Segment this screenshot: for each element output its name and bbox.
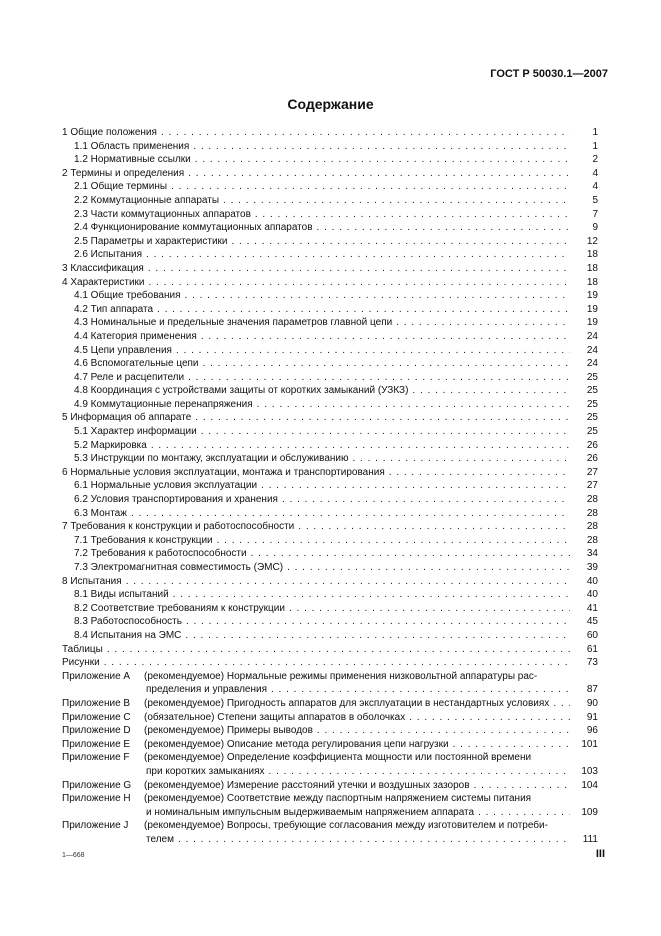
toc-entry	[62, 384, 598, 398]
annex-title-line1: (рекомендуемое) Соответствие между паспортным напряжением системы питания	[144, 793, 532, 805]
toc-entry	[62, 466, 598, 480]
toc-entry	[62, 656, 598, 670]
toc-entry-label: 1.1 Область применения	[74, 140, 190, 152]
annex-entry	[62, 792, 598, 806]
annex-entry	[62, 738, 598, 752]
dot-leader	[389, 466, 570, 480]
toc-entry	[62, 520, 598, 534]
toc-page-number: 111	[582, 833, 598, 845]
annex-entry	[62, 819, 598, 833]
toc-page-number: 40	[586, 575, 598, 587]
annex-name: Приложение E	[62, 738, 131, 750]
toc-entry-label: 3 Классификация	[62, 262, 144, 274]
toc-page-number: 19	[586, 290, 598, 302]
toc-page-number: 18	[586, 249, 598, 261]
toc-entry-label: при коротких замыканиях	[146, 765, 265, 777]
toc-entry-label: 4.8 Координация с устройствами защиты от коротких замыканий (УЗКЗ)	[74, 385, 409, 397]
toc-page-number: 7	[592, 208, 598, 220]
toc-page-number: 60	[586, 629, 598, 641]
toc-page-number: 39	[586, 562, 598, 573]
toc-entry	[62, 180, 598, 194]
annex-entry	[62, 751, 598, 765]
toc-entry-label: 8.3 Работоспособность	[74, 616, 182, 628]
print-code: 1—668	[62, 852, 85, 859]
toc-entry	[62, 643, 598, 657]
table-of-contents	[62, 126, 598, 846]
toc-entry-label: 2.6 Испытания	[74, 249, 143, 261]
dot-leader	[104, 656, 570, 670]
toc-page-number: 19	[586, 303, 598, 315]
toc-entry-label: и номинальным импульсным выдерживаемым напряжением аппарата	[146, 806, 475, 818]
toc-entry-label: 6.3 Монтаж	[74, 507, 127, 519]
annex-name: Приложение H	[62, 793, 131, 805]
toc-entry-label: 4.2 Тип аппарата	[74, 303, 154, 315]
toc-page-number: 19	[586, 317, 598, 329]
annex-name: Приложение C	[62, 711, 131, 723]
toc-entry	[62, 208, 598, 222]
toc-page-number: 40	[586, 589, 598, 601]
annex-name: Приложение J	[62, 820, 129, 832]
toc-entry-label: 6.2 Условия транспортирования и хранения	[74, 494, 278, 506]
toc-page-number: 18	[586, 276, 598, 288]
annex-entry-continuation	[62, 833, 598, 847]
toc-entry	[62, 140, 598, 154]
toc-entry	[62, 411, 598, 425]
toc-entry	[62, 575, 598, 589]
dot-leader	[126, 575, 570, 589]
annex-entry	[62, 724, 598, 738]
annex-entry-continuation	[62, 806, 598, 820]
dot-leader	[298, 520, 570, 534]
toc-entry	[62, 303, 598, 317]
toc-entry-label: 4.5 Цепи управления	[74, 344, 172, 356]
toc-entry	[62, 452, 598, 466]
dot-leader	[453, 738, 570, 752]
annex-entry	[62, 779, 598, 793]
toc-entry-label: 7.1 Требования к конструкции	[74, 534, 213, 546]
annex-entry-continuation	[62, 683, 598, 697]
toc-entry	[62, 248, 598, 262]
page-number: III	[595, 848, 605, 860]
toc-page-number: 25	[586, 398, 598, 410]
dot-leader	[251, 547, 570, 561]
toc-entry-label: 4.3 Номинальные и предельные значения параметров главной цепи	[74, 317, 393, 329]
toc-entry-label: Рисунки	[62, 657, 100, 669]
toc-page-number: 26	[586, 453, 598, 465]
toc-page-number: 2	[592, 154, 598, 166]
toc-page-number: 87	[586, 684, 598, 696]
annex-entry	[62, 670, 598, 684]
toc-entry-label: 2.1 Общие термины	[74, 181, 168, 193]
toc-entry-label: 6 Нормальные условия эксплуатации, монтажа и транспортирования	[62, 466, 385, 478]
dot-leader	[396, 316, 570, 330]
toc-entry-label: 5.1 Характер информации	[74, 426, 197, 438]
toc-page-number: 9	[592, 222, 598, 234]
toc-entry-label: 5.2 Маркировка	[74, 439, 147, 451]
annex-name: Приложение G	[62, 779, 132, 791]
annex-name: Приложение A	[62, 670, 131, 682]
toc-page-number: 27	[586, 466, 598, 478]
toc-page-number: 28	[586, 494, 598, 506]
dot-leader	[289, 602, 570, 616]
toc-entry	[62, 330, 598, 344]
toc-entry	[62, 276, 598, 290]
dot-leader	[195, 153, 570, 167]
toc-entry	[62, 221, 598, 235]
toc-entry-label: телем	[146, 833, 174, 845]
dot-leader	[287, 561, 570, 575]
toc-entry-label: 2.3 Части коммутационных аппаратов	[74, 208, 251, 220]
dot-leader	[185, 629, 570, 643]
dot-leader	[107, 643, 570, 657]
toc-page-number: 28	[586, 507, 598, 519]
toc-entry	[62, 316, 598, 330]
dot-leader	[151, 439, 570, 453]
toc-page-number: 90	[586, 697, 598, 709]
toc-entry-label: 1 Общие положения	[62, 127, 157, 138]
dot-leader	[149, 276, 571, 290]
dot-leader	[188, 371, 570, 385]
toc-entry	[62, 126, 598, 140]
toc-entry-label: 2.2 Коммутационные аппараты	[74, 194, 220, 206]
standard-number: ГОСТ Р 50030.1—2007	[490, 68, 608, 80]
dot-leader	[157, 303, 570, 317]
toc-page-number: 101	[581, 738, 598, 750]
toc-entry-label: 4.7 Реле и расцепители	[74, 371, 185, 383]
annex-title-line1: (рекомендуемое) Пригодность аппаратов для эксплуатации в нестандартных условиях	[144, 697, 550, 709]
toc-page-number: 28	[586, 534, 598, 546]
dot-leader	[131, 507, 570, 521]
toc-page-number: 45	[586, 616, 598, 628]
annex-title-line1: (рекомендуемое) Вопросы, требующие согласования между изготовителем и потреби-	[144, 820, 548, 832]
dot-leader	[412, 384, 570, 398]
dot-leader	[257, 398, 570, 412]
toc-page-number: 34	[586, 548, 598, 560]
annex-entry	[62, 711, 598, 725]
toc-entry	[62, 425, 598, 439]
toc-entry	[62, 371, 598, 385]
toc-page-number: 18	[586, 262, 598, 274]
toc-entry	[62, 561, 598, 575]
dot-leader	[176, 344, 570, 358]
toc-page-number: 109	[581, 806, 598, 818]
dot-leader	[185, 289, 570, 303]
dot-leader	[188, 167, 570, 181]
toc-entry-label: пределения и управления	[146, 684, 267, 696]
toc-entry-label: 2 Термины и определения	[62, 167, 185, 179]
toc-entry-label: Таблицы	[62, 643, 103, 655]
toc-entry	[62, 479, 598, 493]
dot-leader	[474, 779, 570, 793]
toc-page-number: 1	[592, 127, 598, 138]
toc-page-number: 24	[586, 330, 598, 342]
toc-page-number: 5	[592, 194, 598, 206]
toc-entry-label: 1.2 Нормативные ссылки	[74, 154, 191, 166]
toc-entry	[62, 398, 598, 412]
dot-leader	[193, 140, 570, 154]
dot-leader	[223, 194, 570, 208]
dot-leader	[203, 357, 570, 371]
annex-name: Приложение F	[62, 752, 130, 764]
dot-leader	[186, 615, 570, 629]
toc-page-number: 12	[586, 235, 598, 247]
annex-title-line1: (рекомендуемое) Определение коэффициента мощности или постоянной времени	[144, 752, 532, 764]
toc-entry	[62, 629, 598, 643]
dot-leader	[409, 711, 570, 725]
toc-entry	[62, 547, 598, 561]
toc-entry-label: 8 Испытания	[62, 575, 122, 587]
dot-leader	[201, 425, 570, 439]
toc-page-number: 26	[586, 439, 598, 451]
annex-name: Приложение D	[62, 725, 131, 737]
toc-page-number: 1	[592, 140, 598, 152]
annex-entry	[62, 697, 598, 711]
toc-entry-label: 5 Информация об аппарате	[62, 412, 192, 424]
dot-leader	[195, 411, 570, 425]
toc-page-number: 96	[586, 725, 598, 737]
toc-entry	[62, 153, 598, 167]
toc-entry-label: 4.6 Вспомогательные цепи	[74, 358, 199, 370]
annex-title-line1: (рекомендуемое) Нормальные режимы применения низковольтной аппаратуры рас-	[144, 670, 538, 682]
dot-leader	[232, 235, 571, 249]
page-title: Содержание	[287, 96, 374, 112]
dot-leader	[553, 697, 570, 711]
annex-title-line1: (рекомендуемое) Измерение расстояний утечки и воздушных зазоров	[144, 779, 470, 791]
toc-entry-label: 8.4 Испытания на ЭМС	[74, 629, 182, 641]
dot-leader	[271, 683, 570, 697]
toc-page-number: 24	[586, 358, 598, 370]
toc-entry	[62, 167, 598, 181]
toc-page-number: 4	[592, 181, 598, 193]
toc-entry-label: 4.9 Коммутационные перенапряжения	[74, 398, 253, 410]
annex-title-line1: (рекомендуемое) Описание метода регулирования цепи нагрузки	[144, 738, 449, 750]
dot-leader	[261, 479, 570, 493]
toc-entry	[62, 615, 598, 629]
dot-leader	[161, 126, 570, 140]
toc-page-number: 4	[592, 167, 598, 179]
annex-name: Приложение B	[62, 697, 131, 709]
toc-entry	[62, 439, 598, 453]
annex-entry-continuation	[62, 765, 598, 779]
toc-page-number: 25	[586, 412, 598, 424]
toc-page-number: 28	[586, 521, 598, 533]
toc-page-number: 103	[581, 765, 598, 777]
toc-entry	[62, 357, 598, 371]
dot-leader	[317, 221, 570, 235]
toc-page-number: 24	[586, 344, 598, 356]
toc-page-number: 73	[586, 657, 598, 669]
dot-leader	[352, 452, 570, 466]
toc-entry-label: 2.5 Параметры и характеристики	[74, 235, 228, 247]
toc-entry-label: 4 Характеристики	[62, 276, 145, 288]
toc-entry-label: 8.2 Соответствие требованиям к конструкции	[74, 602, 285, 614]
dot-leader	[173, 588, 570, 602]
toc-entry-label: 4.1 Общие требования	[74, 290, 181, 302]
dot-leader	[178, 833, 570, 847]
toc-page-number: 25	[586, 426, 598, 438]
toc-page-number: 61	[586, 643, 598, 655]
toc-entry	[62, 588, 598, 602]
toc-entry-label: 2.4 Функционирование коммутационных аппаратов	[74, 222, 313, 234]
toc-entry	[62, 235, 598, 249]
annex-title-line1: (обязательное) Степени защиты аппаратов в оболочках	[144, 711, 406, 723]
dot-leader	[146, 248, 570, 262]
toc-entry-label: 8.1 Виды испытаний	[74, 589, 169, 601]
toc-page-number: 25	[586, 371, 598, 383]
dot-leader	[255, 208, 570, 222]
toc-entry	[62, 534, 598, 548]
toc-entry-label: 6.1 Нормальные условия эксплуатации	[74, 480, 258, 492]
toc-page-number: 91	[586, 711, 598, 723]
toc-page-number: 25	[586, 385, 598, 397]
toc-entry	[62, 344, 598, 358]
toc-entry-label: 4.4 Категория применения	[74, 330, 197, 342]
dot-leader	[148, 262, 570, 276]
toc-page-number: 41	[586, 602, 598, 614]
toc-entry-label: 7 Требования к конструкции и работоспособности	[62, 521, 295, 533]
toc-entry	[62, 289, 598, 303]
toc-entry	[62, 262, 598, 276]
toc-entry	[62, 194, 598, 208]
dot-leader	[269, 765, 570, 779]
toc-page-number: 27	[586, 480, 598, 492]
dot-leader	[201, 330, 570, 344]
dot-leader	[217, 534, 570, 548]
toc-entry	[62, 507, 598, 521]
toc-entry	[62, 602, 598, 616]
dot-leader	[317, 724, 570, 738]
annex-title-line1: (рекомендуемое) Примеры выводов	[144, 725, 313, 737]
dot-leader	[478, 806, 570, 820]
dot-leader	[282, 493, 570, 507]
toc-entry-label: 7.3 Электромагнитная совместимость (ЭМС)	[74, 562, 284, 573]
toc-page-number: 104	[581, 779, 598, 791]
toc-entry-label: 5.3 Инструкции по монтажу, эксплуатации и обслуживанию	[74, 453, 349, 465]
toc-entry-label: 7.2 Требования к работоспособности	[74, 548, 247, 560]
toc-entry	[62, 493, 598, 507]
dot-leader	[171, 180, 570, 194]
